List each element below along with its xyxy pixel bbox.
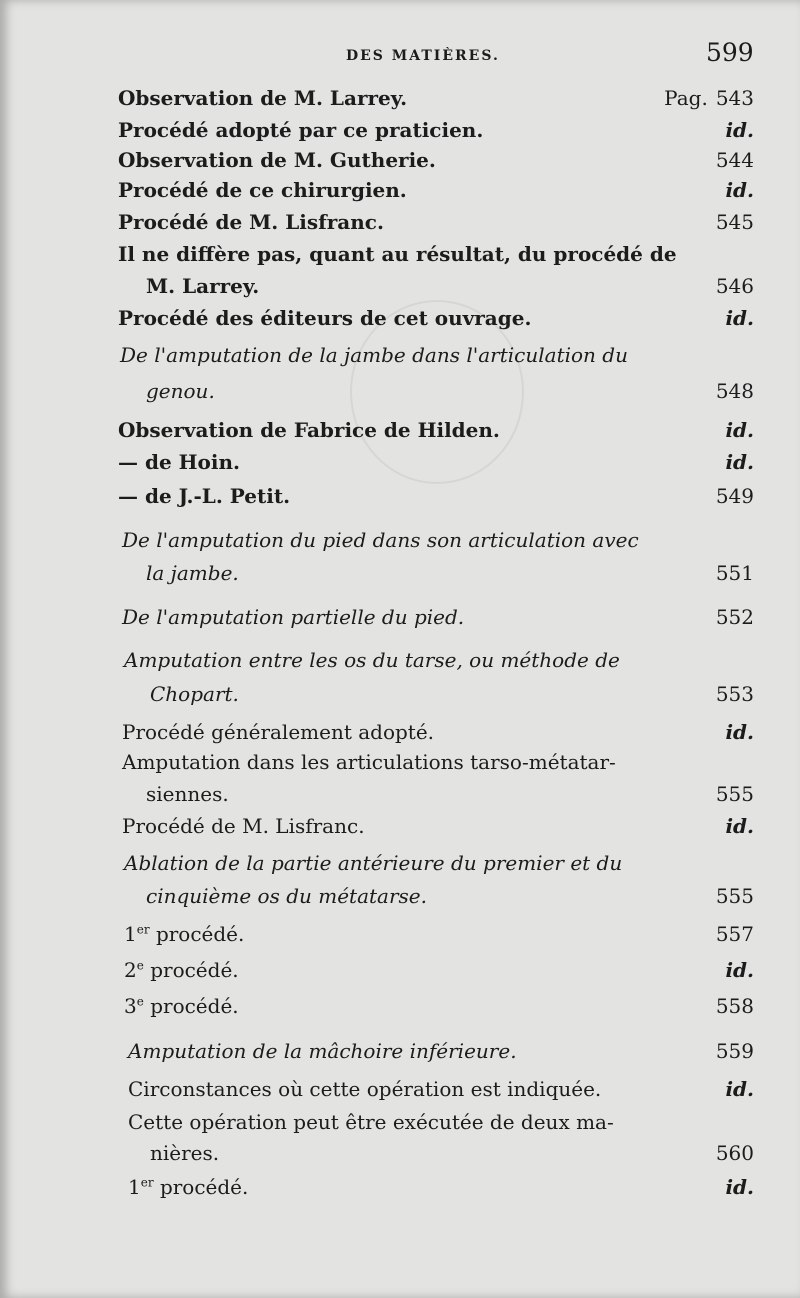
index-entry <box>0 990 800 1022</box>
page-reference <box>716 678 754 710</box>
page-reference <box>716 601 754 633</box>
entry-label: M. Larrey. <box>146 274 260 298</box>
page-value: 551 <box>715 561 754 585</box>
page-value: id. <box>725 814 754 838</box>
page-reference <box>725 446 754 478</box>
ordinal-suffix: e <box>136 994 144 1009</box>
index-entry <box>0 375 800 407</box>
entry-text <box>150 1137 219 1169</box>
entry-text <box>124 954 239 986</box>
entry-text <box>146 778 229 810</box>
entry-text <box>128 1106 614 1138</box>
entry-label: De l'amputation de la jambe dans l'articulation du <box>120 343 628 367</box>
page-value: id. <box>725 720 754 744</box>
ordinal-number: 2 <box>124 958 137 982</box>
page-value: id. <box>725 1175 754 1199</box>
page-value: id. <box>725 306 754 330</box>
page-reference <box>725 716 754 748</box>
entry-label: De l'amputation du pied dans son articulation avec <box>122 528 639 552</box>
page-reference <box>716 1035 754 1067</box>
entry-text <box>122 601 464 633</box>
entry-text <box>118 144 436 176</box>
index-entry <box>0 144 800 176</box>
entry-label: la jambe. <box>146 561 239 585</box>
ordinal-number: 3 <box>124 994 137 1018</box>
entry-text <box>146 557 239 589</box>
page-reference <box>716 270 754 302</box>
entry-label: — de J.-L. Petit. <box>118 484 291 508</box>
page-value: 552 <box>715 605 754 629</box>
index-entry <box>0 778 800 810</box>
entry-label: De l'amputation partielle du pied. <box>122 605 465 629</box>
entry-text <box>128 1073 601 1105</box>
page-value: id. <box>725 450 754 474</box>
page-value: 546 <box>715 274 754 298</box>
entry-text <box>150 678 239 710</box>
entry-text <box>124 644 620 676</box>
entry-text <box>124 990 239 1022</box>
page-value: 543 <box>715 86 754 110</box>
page-value: id. <box>725 958 754 982</box>
entry-label: genou. <box>146 379 215 403</box>
page-reference <box>716 206 754 238</box>
entry-label: Cette opération peut être exécutée de deux ma- <box>128 1110 614 1134</box>
entry-text <box>146 270 259 302</box>
index-entry <box>0 847 800 879</box>
page-reference <box>725 954 754 986</box>
index-entry <box>0 644 800 676</box>
page-value: 555 <box>715 782 754 806</box>
page-reference <box>725 174 754 206</box>
entry-text <box>122 746 616 778</box>
page-value: 553 <box>715 682 754 706</box>
entry-text <box>118 174 407 206</box>
index-entry <box>0 480 800 512</box>
running-title: DES MATIÈRES. <box>346 48 500 64</box>
entry-text <box>118 480 290 512</box>
page-value: 544 <box>715 148 754 172</box>
entry-label: Observation de M. Larrey. <box>118 86 408 110</box>
page-value: 557 <box>715 922 754 946</box>
entry-label: Procédé généralement adopté. <box>122 720 435 744</box>
entry-label: Amputation dans les articulations tarso-métatar- <box>122 750 616 774</box>
entry-text <box>118 114 483 146</box>
index-entry <box>0 557 800 589</box>
ordinal-suffix: er <box>140 1175 154 1190</box>
index-entry <box>0 746 800 778</box>
entry-label: Amputation de la mâchoire inférieure. <box>128 1039 517 1063</box>
entry-label: Ablation de la partie antérieure du premier et du <box>124 851 623 875</box>
entry-label: Procédé de ce chirurgien. <box>118 178 407 202</box>
page-reference <box>716 557 754 589</box>
page-value: 555 <box>715 884 754 908</box>
entry-text <box>146 880 427 912</box>
page-value: id. <box>725 178 754 202</box>
entry-text <box>128 1171 248 1203</box>
page-prefix: Pag. <box>664 86 708 110</box>
entry-label: Procédé des éditeurs de cet ouvrage. <box>118 306 532 330</box>
ordinal-suffix: er <box>136 922 150 937</box>
index-entry <box>0 1171 800 1203</box>
page-reference <box>716 990 754 1022</box>
entry-text <box>122 524 639 556</box>
entry-label: siennes. <box>146 782 229 806</box>
entry-text <box>146 375 215 407</box>
entry-label: Il ne diffère pas, quant au résultat, du procédé de <box>118 242 677 266</box>
index-entry <box>0 918 800 950</box>
entry-label: Chopart. <box>150 682 239 706</box>
entry-text <box>118 206 384 238</box>
index-entry <box>0 446 800 478</box>
entry-label: Circonstances où cette opération est indiquée. <box>128 1077 602 1101</box>
page-reference <box>725 1073 754 1105</box>
index-entry <box>0 270 800 302</box>
index-entry <box>0 206 800 238</box>
entry-text <box>118 238 677 270</box>
entry-text <box>118 302 531 334</box>
page-value: 558 <box>715 994 754 1018</box>
page-reference <box>716 1137 754 1169</box>
page-value: id. <box>725 1077 754 1101</box>
entry-label: Procédé de M. Lisfranc. <box>122 814 365 838</box>
entry-label: — de Hoin. <box>118 450 240 474</box>
index-entry <box>0 82 800 114</box>
page-value: id. <box>725 118 754 142</box>
index-entry <box>0 1106 800 1138</box>
ordinal-number: 1 <box>128 1175 141 1199</box>
entry-text <box>124 918 244 950</box>
entry-label: cinquième os du métatarse. <box>146 884 427 908</box>
index-entry <box>0 954 800 986</box>
index-entry <box>0 1035 800 1067</box>
page-reference <box>664 82 754 114</box>
page-reference <box>716 144 754 176</box>
page-reference <box>725 1171 754 1203</box>
entry-label: Observation de Fabrice de Hilden. <box>118 418 500 442</box>
ordinal-number: 1 <box>124 922 137 946</box>
page-reference <box>716 880 754 912</box>
entry-label: nières. <box>150 1141 220 1165</box>
ordinal-suffix: e <box>136 958 144 973</box>
page-reference <box>725 414 754 446</box>
index-entry <box>0 1073 800 1105</box>
entry-text <box>122 810 365 842</box>
page-value: 545 <box>715 210 754 234</box>
page-reference <box>716 918 754 950</box>
page-value: 548 <box>715 379 754 403</box>
index-entry <box>0 339 800 371</box>
page-reference <box>725 114 754 146</box>
page-reference <box>725 302 754 334</box>
page-value: id. <box>725 418 754 442</box>
entry-text <box>128 1035 517 1067</box>
index-entry <box>0 414 800 446</box>
page-reference <box>725 810 754 842</box>
page-value: 559 <box>715 1039 754 1063</box>
entry-text <box>118 414 500 446</box>
page-number: 599 <box>706 38 754 67</box>
index-entry <box>0 880 800 912</box>
entry-text <box>118 82 407 114</box>
index-entry <box>0 678 800 710</box>
page-reference <box>716 480 754 512</box>
entry-text <box>120 339 628 371</box>
entry-label: Observation de M. Gutherie. <box>118 148 436 172</box>
index-entry <box>0 601 800 633</box>
entry-text <box>122 716 434 748</box>
entry-label: procédé. <box>155 922 245 946</box>
index-entry <box>0 238 800 270</box>
index-entry <box>0 810 800 842</box>
index-entry <box>0 716 800 748</box>
entry-label: procédé. <box>150 994 239 1018</box>
entry-label: Procédé de M. Lisfranc. <box>118 210 384 234</box>
page-reference <box>716 375 754 407</box>
entry-text <box>118 446 240 478</box>
page-value: 560 <box>715 1141 754 1165</box>
index-entry <box>0 114 800 146</box>
index-entry <box>0 174 800 206</box>
entry-label: procédé. <box>150 958 239 982</box>
entry-label: Procédé adopté par ce praticien. <box>118 118 484 142</box>
index-entry <box>0 524 800 556</box>
entry-label: Amputation entre les os du tarse, ou méthode de <box>124 648 620 672</box>
page-reference <box>716 778 754 810</box>
entry-text <box>124 847 622 879</box>
index-entry <box>0 302 800 334</box>
index-entry <box>0 1137 800 1169</box>
page-value: 549 <box>715 484 754 508</box>
entry-label: procédé. <box>159 1175 249 1199</box>
